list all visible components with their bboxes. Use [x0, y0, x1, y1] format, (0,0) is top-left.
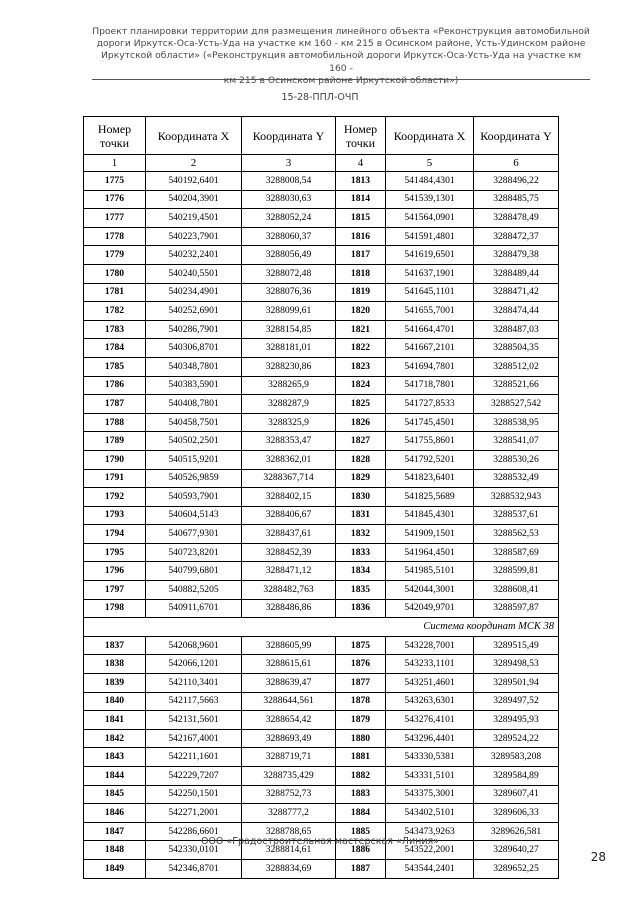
table-row [84, 543, 559, 562]
point-number-cell: 1840 [84, 692, 146, 711]
table-row [84, 729, 559, 748]
point-number-cell: 1791 [84, 469, 146, 488]
point-number-cell: 1880 [336, 729, 386, 748]
coordinate-y-cell: 3289495,93 [474, 711, 559, 730]
point-number-cell: 1787 [84, 395, 146, 414]
header-coordinate-y-2: Координата Y [474, 117, 559, 155]
coordinate-x-cell: 542271,2001 [146, 804, 242, 823]
point-number-cell: 1825 [336, 395, 386, 414]
table-row [84, 636, 559, 655]
coordinate-x-cell: 540677,9301 [146, 525, 242, 544]
coordinate-x-cell: 541637,1901 [386, 264, 474, 283]
point-number-cell: 1827 [336, 432, 386, 451]
point-number-cell: 1792 [84, 488, 146, 507]
coordinate-y-cell: 3288538,95 [474, 413, 559, 432]
coordinate-x-cell: 542044,3001 [386, 581, 474, 600]
point-number-cell: 1828 [336, 450, 386, 469]
point-number-cell: 1815 [336, 209, 386, 228]
header-point-number-1: Номер точки [84, 117, 146, 155]
coordinate-x-cell: 540223,7901 [146, 227, 242, 246]
coordinate-y-cell: 3289606,33 [474, 804, 559, 823]
point-number-cell: 1879 [336, 711, 386, 730]
point-number-cell: 1813 [336, 172, 386, 191]
point-number-cell: 1847 [84, 822, 146, 841]
point-number-cell: 1883 [336, 785, 386, 804]
header-line-1: Проект планировки территории для размещения линейного объекта «Реконструкция автомобильной [92, 26, 590, 37]
coordinate-x-cell: 542229,7207 [146, 767, 242, 786]
table-row [84, 395, 559, 414]
coordinate-x-cell: 541645,1101 [386, 283, 474, 302]
point-number-cell: 1845 [84, 785, 146, 804]
point-number-cell: 1788 [84, 413, 146, 432]
coordinate-x-cell: 541909,1501 [386, 525, 474, 544]
coordinate-x-cell: 541823,6401 [386, 469, 474, 488]
coordinate-y-cell: 3288512,02 [474, 357, 559, 376]
table-row [84, 748, 559, 767]
table-row [84, 562, 559, 581]
point-number-cell: 1846 [84, 804, 146, 823]
coordinate-y-cell: 3288541,07 [474, 432, 559, 451]
coordinate-y-cell: 3289501,94 [474, 674, 559, 693]
coordinate-x-cell: 543375,3001 [386, 785, 474, 804]
point-number-cell: 1830 [336, 488, 386, 507]
column-numbers-row [84, 155, 559, 172]
coordinate-y-cell: 3288814,61 [242, 841, 336, 860]
coordinate-x-cell: 541845,4301 [386, 506, 474, 525]
point-number-cell: 1839 [84, 674, 146, 693]
footer-company: ООО «Градостроительная мастерская «Линия» [200, 836, 440, 847]
coordinate-x-cell: 540723,8201 [146, 543, 242, 562]
coordinate-y-cell: 3288402,15 [242, 488, 336, 507]
point-number-cell: 1798 [84, 599, 146, 618]
table-row [84, 674, 559, 693]
point-number-cell: 1875 [336, 636, 386, 655]
document-code: 15-28-ППЛ-ОЧП [281, 92, 359, 103]
coordinate-y-cell: 3288072,48 [242, 264, 336, 283]
coordinate-y-cell: 3288154,85 [242, 320, 336, 339]
point-number-cell: 1843 [84, 748, 146, 767]
coordinate-y-cell: 3289524,22 [474, 729, 559, 748]
table-row [84, 283, 559, 302]
coordinate-y-cell: 3288485,75 [474, 190, 559, 209]
table-row [84, 339, 559, 358]
point-number-cell: 1783 [84, 320, 146, 339]
coordinate-y-cell: 3288265,9 [242, 376, 336, 395]
coordinate-x-cell: 541619,6501 [386, 246, 474, 265]
coordinate-x-cell: 540348,7801 [146, 357, 242, 376]
coordinate-y-cell: 3289626,581 [474, 822, 559, 841]
coordinate-x-cell: 541985,5101 [386, 562, 474, 581]
document-header [92, 26, 590, 87]
coordinate-y-cell: 3288532,49 [474, 469, 559, 488]
coordinate-y-cell: 3288367,714 [242, 469, 336, 488]
coordinate-x-cell: 541718,7801 [386, 376, 474, 395]
table-row [84, 692, 559, 711]
table-row [84, 804, 559, 823]
coordinate-x-cell: 543263,6301 [386, 692, 474, 711]
coordinate-y-cell: 3288472,37 [474, 227, 559, 246]
coordinate-x-cell: 542167,4001 [146, 729, 242, 748]
coordinate-x-cell: 542346,8701 [146, 859, 242, 878]
header-divider [92, 79, 590, 80]
coordinate-y-cell: 3288008,54 [242, 172, 336, 191]
coordinate-x-cell: 540219,4501 [146, 209, 242, 228]
coordinate-x-cell: 541664,4701 [386, 320, 474, 339]
coordinate-y-cell: 3288777,2 [242, 804, 336, 823]
coordinate-x-cell: 540526,9859 [146, 469, 242, 488]
point-number-cell: 1784 [84, 339, 146, 358]
coordinate-y-cell: 3288788,65 [242, 822, 336, 841]
coordinate-y-cell: 3289583,208 [474, 748, 559, 767]
coordinate-x-cell: 541792,5201 [386, 450, 474, 469]
coordinate-x-cell: 543522,2001 [386, 841, 474, 860]
point-number-cell: 1778 [84, 227, 146, 246]
point-number-cell: 1848 [84, 841, 146, 860]
coordinate-x-cell: 540458,7501 [146, 413, 242, 432]
point-number-cell: 1797 [84, 581, 146, 600]
page-number: 28 [590, 850, 606, 864]
table-row [84, 172, 559, 191]
coordinate-y-cell: 3288056,49 [242, 246, 336, 265]
point-number-cell: 1775 [84, 172, 146, 191]
table-row [84, 525, 559, 544]
table-row [84, 469, 559, 488]
point-number-cell: 1819 [336, 283, 386, 302]
header-line-4: км 215 в Осинском районе Иркутской области») [223, 74, 459, 86]
coordinate-x-cell: 540604,5143 [146, 506, 242, 525]
coordinate-system-label: Система координат МСК 38 [84, 618, 559, 637]
point-number-cell: 1814 [336, 190, 386, 209]
coordinate-y-cell: 3288752,73 [242, 785, 336, 804]
coordinate-y-cell: 3288693,49 [242, 729, 336, 748]
coordinate-y-cell: 3288639,47 [242, 674, 336, 693]
header-point-number-2: Номер точки [336, 117, 386, 155]
coordinate-x-cell: 543228,7001 [386, 636, 474, 655]
coordinate-x-cell: 540204,3901 [146, 190, 242, 209]
table-row [84, 376, 559, 395]
point-number-cell: 1781 [84, 283, 146, 302]
point-number-cell: 1882 [336, 767, 386, 786]
point-number-cell: 1793 [84, 506, 146, 525]
coordinate-x-cell: 541745,4501 [386, 413, 474, 432]
point-number-cell: 1885 [336, 822, 386, 841]
table-header-row [84, 117, 559, 155]
header-coordinate-x-1: Координата X [146, 117, 242, 155]
coordinate-x-cell: 540799,6801 [146, 562, 242, 581]
coordinate-x-cell: 543331,5101 [386, 767, 474, 786]
point-number-cell: 1886 [336, 841, 386, 860]
table-row [84, 190, 559, 209]
coordinate-y-cell: 3288719,71 [242, 748, 336, 767]
table-row [84, 711, 559, 730]
table-row [84, 357, 559, 376]
column-number: 2 [146, 155, 242, 172]
column-number: 1 [84, 155, 146, 172]
coordinate-x-cell: 543330,5381 [386, 748, 474, 767]
coordinate-x-cell: 542110,3401 [146, 674, 242, 693]
coordinate-y-cell: 3288060,37 [242, 227, 336, 246]
coordinate-y-cell: 3288489,44 [474, 264, 559, 283]
point-number-cell: 1842 [84, 729, 146, 748]
table-row [84, 655, 559, 674]
point-number-cell: 1817 [336, 246, 386, 265]
header-coordinate-y-1: Координата Y [242, 117, 336, 155]
table-row [84, 450, 559, 469]
coordinate-x-cell: 541564,0901 [386, 209, 474, 228]
point-number-cell: 1837 [84, 636, 146, 655]
coordinate-x-cell: 542131,5601 [146, 711, 242, 730]
table-row [84, 432, 559, 451]
coordinate-x-cell: 540286,7901 [146, 320, 242, 339]
coordinate-y-cell: 3289497,52 [474, 692, 559, 711]
table-row [84, 785, 559, 804]
point-number-cell: 1782 [84, 302, 146, 321]
coordinate-x-cell: 541484,4301 [386, 172, 474, 191]
coordinate-x-cell: 542068,9601 [146, 636, 242, 655]
point-number-cell: 1878 [336, 692, 386, 711]
coordinate-x-cell: 542117,5663 [146, 692, 242, 711]
coordinate-y-cell: 3288527,542 [474, 395, 559, 414]
coordinate-y-cell: 3288615,61 [242, 655, 336, 674]
coordinate-y-cell: 3288030,63 [242, 190, 336, 209]
coordinate-y-cell: 3288452,39 [242, 543, 336, 562]
point-number-cell: 1844 [84, 767, 146, 786]
point-number-cell: 1785 [84, 357, 146, 376]
table-row [84, 209, 559, 228]
coordinate-system-row [84, 618, 559, 637]
table-row [84, 227, 559, 246]
header-line-3: Иркутской области» («Реконструкция автомобильной дороги Иркутск-Оса-Усть-Уда на участке км 160 - [101, 50, 581, 74]
point-number-cell: 1821 [336, 320, 386, 339]
coordinate-y-cell: 3289515,49 [474, 636, 559, 655]
coordinate-x-cell: 540252,6901 [146, 302, 242, 321]
coordinate-y-cell: 3288735,429 [242, 767, 336, 786]
point-number-cell: 1849 [84, 859, 146, 878]
table-row [84, 488, 559, 507]
point-number-cell: 1831 [336, 506, 386, 525]
point-number-cell: 1838 [84, 655, 146, 674]
coordinate-y-cell: 3288644,561 [242, 692, 336, 711]
coordinate-x-cell: 541727,8533 [386, 395, 474, 414]
point-number-cell: 1832 [336, 525, 386, 544]
coordinate-y-cell: 3288486,86 [242, 599, 336, 618]
table-row [84, 246, 559, 265]
point-number-cell: 1836 [336, 599, 386, 618]
point-number-cell: 1786 [84, 376, 146, 395]
coordinate-x-cell: 540502,2501 [146, 432, 242, 451]
coordinate-y-cell: 3288608,41 [474, 581, 559, 600]
coordinate-x-cell: 540232,2401 [146, 246, 242, 265]
coordinate-x-cell: 542250,1501 [146, 785, 242, 804]
table-row [84, 859, 559, 878]
coordinate-y-cell: 3288605,99 [242, 636, 336, 655]
point-number-cell: 1795 [84, 543, 146, 562]
coordinate-x-cell: 542066,1201 [146, 655, 242, 674]
coordinate-y-cell: 3288530,26 [474, 450, 559, 469]
coordinate-y-cell: 3288587,69 [474, 543, 559, 562]
point-number-cell: 1824 [336, 376, 386, 395]
point-number-cell: 1841 [84, 711, 146, 730]
coordinate-x-cell: 543296,4401 [386, 729, 474, 748]
coordinate-y-cell: 3288474,44 [474, 302, 559, 321]
coordinate-y-cell: 3288471,42 [474, 283, 559, 302]
coordinate-x-cell: 541825,5689 [386, 488, 474, 507]
coordinate-x-cell: 540882,5205 [146, 581, 242, 600]
coordinate-y-cell: 3289607,41 [474, 785, 559, 804]
coordinate-y-cell: 3288482,763 [242, 581, 336, 600]
coordinate-x-cell: 540408,7801 [146, 395, 242, 414]
column-number: 4 [336, 155, 386, 172]
coordinate-y-cell: 3289584,89 [474, 767, 559, 786]
point-number-cell: 1877 [336, 674, 386, 693]
coordinate-y-cell: 3288504,35 [474, 339, 559, 358]
coordinate-x-cell: 542049,9701 [386, 599, 474, 618]
coordinate-y-cell: 3288487,03 [474, 320, 559, 339]
point-number-cell: 1829 [336, 469, 386, 488]
coordinate-y-cell: 3288353,47 [242, 432, 336, 451]
point-number-cell: 1818 [336, 264, 386, 283]
coordinate-y-cell: 3288362,01 [242, 450, 336, 469]
coordinate-y-cell: 3288479,38 [474, 246, 559, 265]
column-number: 5 [386, 155, 474, 172]
coordinate-x-cell: 543544,2401 [386, 859, 474, 878]
coordinate-x-cell: 543473,9263 [386, 822, 474, 841]
point-number-cell: 1876 [336, 655, 386, 674]
coordinate-y-cell: 3288478,49 [474, 209, 559, 228]
table-row [84, 320, 559, 339]
coordinate-y-cell: 3288562,53 [474, 525, 559, 544]
table-row [84, 302, 559, 321]
coordinate-x-cell: 543402,5101 [386, 804, 474, 823]
point-number-cell: 1884 [336, 804, 386, 823]
coordinate-x-cell: 540911,6701 [146, 599, 242, 618]
coordinate-y-cell: 3288287,9 [242, 395, 336, 414]
coordinate-y-cell: 3289640,27 [474, 841, 559, 860]
point-number-cell: 1826 [336, 413, 386, 432]
coordinate-y-cell: 3288537,61 [474, 506, 559, 525]
coordinate-x-cell: 540383,5901 [146, 376, 242, 395]
coordinate-y-cell: 3288437,61 [242, 525, 336, 544]
point-number-cell: 1777 [84, 209, 146, 228]
point-number-cell: 1823 [336, 357, 386, 376]
coordinate-x-cell: 543276,4101 [386, 711, 474, 730]
coordinate-x-cell: 541591,4801 [386, 227, 474, 246]
coordinates-table [83, 116, 559, 879]
coordinate-x-cell: 542330,0101 [146, 841, 242, 860]
table-row [84, 413, 559, 432]
point-number-cell: 1794 [84, 525, 146, 544]
coordinate-x-cell: 543251,4601 [386, 674, 474, 693]
coordinate-y-cell: 3288496,22 [474, 172, 559, 191]
coordinate-x-cell: 540515,9201 [146, 450, 242, 469]
coordinate-x-cell: 543233,1101 [386, 655, 474, 674]
coordinate-x-cell: 541964,4501 [386, 543, 474, 562]
coordinate-y-cell: 3288471,12 [242, 562, 336, 581]
coordinate-x-cell: 542211,1601 [146, 748, 242, 767]
coordinate-x-cell: 541755,8601 [386, 432, 474, 451]
table-row [84, 767, 559, 786]
coordinate-x-cell: 540240,5501 [146, 264, 242, 283]
coordinate-x-cell: 541539,1301 [386, 190, 474, 209]
coordinate-x-cell: 542286,6601 [146, 822, 242, 841]
header-line-2: дороги Иркутск-Оса-Усть-Уда на участке км 160 - км 215 в Осинском районе, Усть-Удинском районе [96, 38, 586, 50]
point-number-cell: 1834 [336, 562, 386, 581]
table-row [84, 264, 559, 283]
point-number-cell: 1833 [336, 543, 386, 562]
coordinate-y-cell: 3288654,42 [242, 711, 336, 730]
coordinate-y-cell: 3288230,86 [242, 357, 336, 376]
table-row [84, 506, 559, 525]
coordinate-x-cell: 540234,4901 [146, 283, 242, 302]
coordinate-x-cell: 541694,7801 [386, 357, 474, 376]
header-coordinate-x-2: Координата X [386, 117, 474, 155]
coordinate-y-cell: 3288834,69 [242, 859, 336, 878]
coordinate-y-cell: 3288181,01 [242, 339, 336, 358]
coordinate-y-cell: 3289652,25 [474, 859, 559, 878]
point-number-cell: 1779 [84, 246, 146, 265]
coordinate-y-cell: 3288099,61 [242, 302, 336, 321]
point-number-cell: 1835 [336, 581, 386, 600]
point-number-cell: 1887 [336, 859, 386, 878]
table-row [84, 581, 559, 600]
table-row [84, 599, 559, 618]
coordinate-y-cell: 3288597,87 [474, 599, 559, 618]
coordinate-x-cell: 540593,7901 [146, 488, 242, 507]
point-number-cell: 1780 [84, 264, 146, 283]
coordinate-y-cell: 3289498,53 [474, 655, 559, 674]
coordinate-y-cell: 3288325,9 [242, 413, 336, 432]
point-number-cell: 1776 [84, 190, 146, 209]
coordinate-y-cell: 3288406,67 [242, 506, 336, 525]
point-number-cell: 1789 [84, 432, 146, 451]
coordinate-y-cell: 3288532,943 [474, 488, 559, 507]
column-number: 3 [242, 155, 336, 172]
point-number-cell: 1790 [84, 450, 146, 469]
point-number-cell: 1881 [336, 748, 386, 767]
point-number-cell: 1816 [336, 227, 386, 246]
point-number-cell: 1796 [84, 562, 146, 581]
coordinate-x-cell: 541655,7001 [386, 302, 474, 321]
coordinate-x-cell: 540192,6401 [146, 172, 242, 191]
coordinate-y-cell: 3288521,66 [474, 376, 559, 395]
point-number-cell: 1820 [336, 302, 386, 321]
coordinate-y-cell: 3288076,36 [242, 283, 336, 302]
column-number: 6 [474, 155, 559, 172]
point-number-cell: 1822 [336, 339, 386, 358]
coordinate-x-cell: 541667,2101 [386, 339, 474, 358]
coordinate-x-cell: 540306,8701 [146, 339, 242, 358]
coordinate-y-cell: 3288052,24 [242, 209, 336, 228]
coordinate-y-cell: 3288599,81 [474, 562, 559, 581]
